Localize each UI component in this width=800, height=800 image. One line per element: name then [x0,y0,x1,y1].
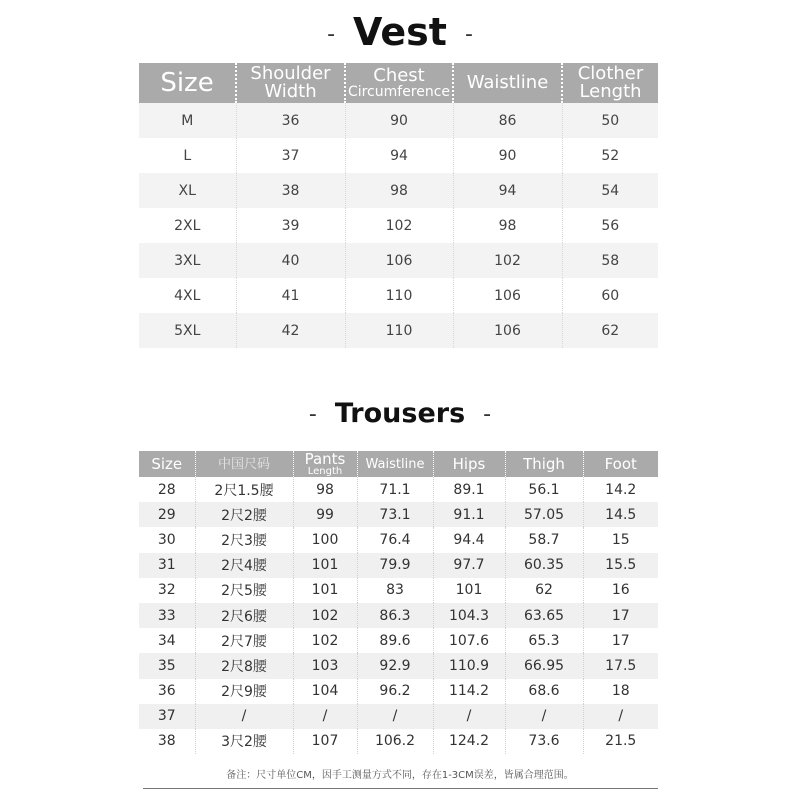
table-cell: 16 [583,578,658,603]
table-cell: 2尺4腰 [195,553,293,578]
title-dash-left: - [327,22,336,47]
title-dash-right: - [483,402,492,427]
table-cell: 102 [345,208,453,243]
table-cell: 101 [433,578,505,603]
table-cell: / [433,704,505,729]
table-cell: 37 [139,704,195,729]
table-cell: 110 [345,278,453,313]
table-cell: / [357,704,433,729]
table-cell: 102 [293,603,357,628]
table-cell: 98 [293,477,357,502]
table-cell: 17 [583,628,658,653]
table-cell: 76.4 [357,527,433,552]
table-cell: 18 [583,679,658,704]
table-cell: 58.7 [505,527,583,552]
trousers-table-row [139,729,658,754]
table-cell: 39 [236,208,345,243]
table-cell: 2尺2腰 [195,502,293,527]
table-cell: 65.3 [505,628,583,653]
table-cell: / [505,704,583,729]
table-cell: 30 [139,527,195,552]
bottom-divider [143,788,658,789]
table-cell: 41 [236,278,345,313]
table-cell: 91.1 [433,502,505,527]
table-cell: XL [139,173,236,208]
table-cell: 2XL [139,208,236,243]
table-cell: 106 [453,278,562,313]
table-cell: 73.6 [505,729,583,754]
table-cell: 106 [345,243,453,278]
table-cell: / [195,704,293,729]
title-dash-right: - [464,22,473,47]
vest-size-table [139,63,658,348]
table-cell: 102 [293,628,357,653]
table-cell: 60.35 [505,553,583,578]
table-cell: 97.7 [433,553,505,578]
table-cell: 2尺9腰 [195,679,293,704]
trousers-header-size: Size [139,451,195,477]
measurement-note: 备注：尺寸单位CM，因手工测量方式不同，存在1-3CM误差，皆属合理范围。 [226,770,574,781]
trousers-table-row [139,679,658,704]
table-cell: 104.3 [433,603,505,628]
table-cell: 103 [293,653,357,678]
table-cell: 50 [562,103,658,138]
table-cell: 14.5 [583,502,658,527]
trousers-header-row [139,451,658,477]
table-cell: 2尺1.5腰 [195,477,293,502]
table-cell: 60 [562,278,658,313]
table-cell: 4XL [139,278,236,313]
table-cell: 96.2 [357,679,433,704]
table-cell: 2尺6腰 [195,603,293,628]
trousers-table-row [139,477,658,502]
table-cell: 110.9 [433,653,505,678]
table-cell: 92.9 [357,653,433,678]
table-cell: / [583,704,658,729]
table-cell: 63.65 [505,603,583,628]
table-cell: 3尺2腰 [195,729,293,754]
vest-header-shoulder: Shoulder Width [236,63,345,103]
table-cell: 62 [562,313,658,348]
table-cell: 5XL [139,313,236,348]
table-cell: 100 [293,527,357,552]
table-cell: 56 [562,208,658,243]
trousers-header-hips: Hips [433,451,505,477]
table-cell: 33 [139,603,195,628]
table-cell: 17.5 [583,653,658,678]
table-cell: 94.4 [433,527,505,552]
table-cell: 17 [583,603,658,628]
vest-header-row [139,63,658,103]
table-cell: 2尺7腰 [195,628,293,653]
table-cell: 86.3 [357,603,433,628]
table-cell: 107.6 [433,628,505,653]
table-cell: 28 [139,477,195,502]
table-cell: 21.5 [583,729,658,754]
table-cell: / [293,704,357,729]
trousers-table-row [139,603,658,628]
table-cell: 71.1 [357,477,433,502]
trousers-header-cn-size: 中国尺码 [195,451,293,477]
vest-table-row [139,208,658,243]
table-cell: 56.1 [505,477,583,502]
vest-table-row [139,243,658,278]
table-cell: 57.05 [505,502,583,527]
trousers-size-table [139,451,658,754]
table-cell: 32 [139,578,195,603]
table-cell: 52 [562,138,658,173]
table-cell: 73.1 [357,502,433,527]
trousers-header-waistline: Waistline [357,451,433,477]
table-cell: 98 [345,173,453,208]
trousers-table-row [139,653,658,678]
table-cell: 58 [562,243,658,278]
table-cell: 14.2 [583,477,658,502]
table-cell: 98 [453,208,562,243]
table-cell: 38 [139,729,195,754]
vest-header-chest: Chest Circumference [345,63,453,103]
vest-header-waistline: Waistline [453,63,562,103]
table-cell: 2尺3腰 [195,527,293,552]
table-cell: 89.1 [433,477,505,502]
table-cell: 106.2 [357,729,433,754]
table-cell: 2尺5腰 [195,578,293,603]
table-cell: 35 [139,653,195,678]
table-cell: 90 [345,103,453,138]
trousers-header-thigh: Thigh [505,451,583,477]
table-cell: 114.2 [433,679,505,704]
trousers-table-row [139,502,658,527]
table-cell: 102 [453,243,562,278]
table-cell: 38 [236,173,345,208]
table-cell: 86 [453,103,562,138]
trousers-table-row [139,553,658,578]
table-cell: 37 [236,138,345,173]
table-cell: 79.9 [357,553,433,578]
trousers-table-row [139,578,658,603]
table-cell: 94 [453,173,562,208]
table-cell: 66.95 [505,653,583,678]
trousers-title-text: Trousers [334,398,466,429]
trousers-table-row [139,704,658,729]
table-cell: 104 [293,679,357,704]
table-cell: 34 [139,628,195,653]
table-cell: 107 [293,729,357,754]
table-cell: 36 [236,103,345,138]
table-cell: 94 [345,138,453,173]
table-cell: 89.6 [357,628,433,653]
table-cell: 124.2 [433,729,505,754]
vest-table-row [139,138,658,173]
table-cell: 62 [505,578,583,603]
table-cell: 15.5 [583,553,658,578]
vest-table-row [139,278,658,313]
table-cell: 29 [139,502,195,527]
table-cell: 99 [293,502,357,527]
vest-table-row [139,173,658,208]
table-cell: 36 [139,679,195,704]
vest-title-text: Vest [353,10,447,54]
table-cell: 90 [453,138,562,173]
table-cell: 31 [139,553,195,578]
trousers-header-foot: Foot [583,451,658,477]
table-cell: 3XL [139,243,236,278]
table-cell: 2尺8腰 [195,653,293,678]
vest-title [0,10,800,54]
vest-table-row [139,103,658,138]
table-cell: 83 [357,578,433,603]
vest-table-row [139,313,658,348]
table-cell: 40 [236,243,345,278]
table-cell: 106 [453,313,562,348]
table-cell: 68.6 [505,679,583,704]
trousers-header-pants-length: Pants Length [293,451,357,477]
table-cell: 101 [293,553,357,578]
trousers-title [0,398,800,429]
table-cell: 110 [345,313,453,348]
table-cell: L [139,138,236,173]
table-cell: 101 [293,578,357,603]
trousers-table-row [139,527,658,552]
table-cell: 15 [583,527,658,552]
title-dash-left: - [308,402,317,427]
table-cell: 54 [562,173,658,208]
table-cell: 42 [236,313,345,348]
trousers-table-row [139,628,658,653]
table-cell: M [139,103,236,138]
vest-header-length: Clother Length [562,63,658,103]
vest-header-size: Size [139,63,236,103]
